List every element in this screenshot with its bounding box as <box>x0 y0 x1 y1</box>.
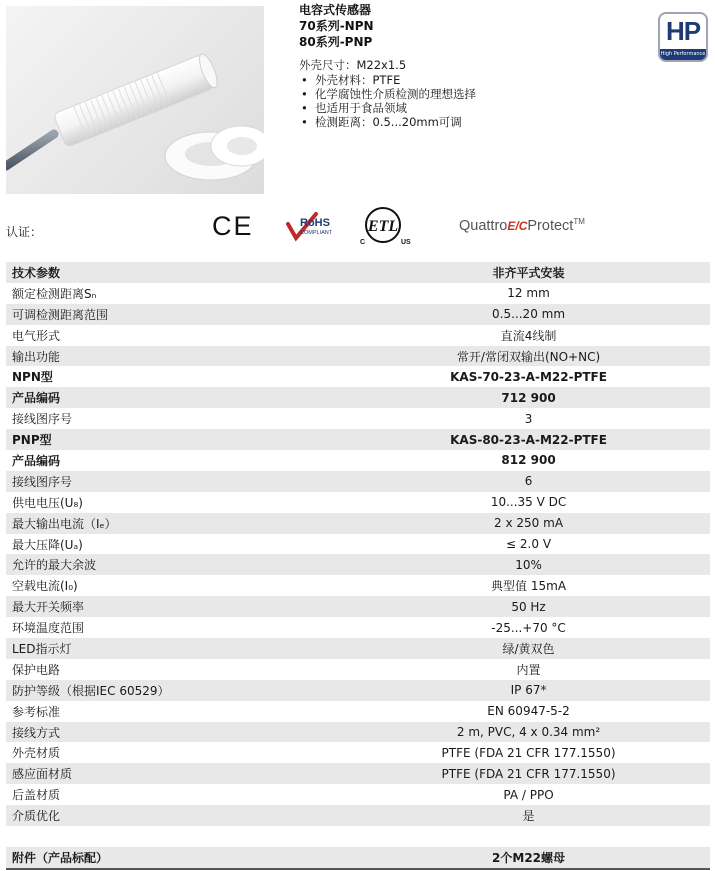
spec-row <box>6 534 710 555</box>
feature-bullet: • 外壳材料：PTFE <box>299 73 476 87</box>
spec-label: 附件（产品标配） <box>6 847 347 869</box>
spec-label: 最大开关频率 <box>6 596 347 617</box>
spec-label: 允许的最大余波 <box>6 554 347 575</box>
spec-row <box>6 554 710 575</box>
spec-row <box>6 366 710 387</box>
feature-bullet: • 也适用于食品领域 <box>299 101 476 115</box>
spec-row <box>6 429 710 450</box>
spec-label: 额定检测距离Sₙ <box>6 283 347 304</box>
spec-row <box>6 492 710 513</box>
spec-value: PA / PPO <box>347 784 710 805</box>
feature-bullet: • 检测距离：0.5...20mm可调 <box>299 115 476 129</box>
quattro-tm-text: TM <box>573 217 585 226</box>
spec-label: 接线方式 <box>6 722 347 743</box>
quattro-protect-logo <box>459 217 585 234</box>
spec-label: 最大压降(Uₐ) <box>6 534 347 555</box>
spec-label: LED指示灯 <box>6 638 347 659</box>
spec-label: 技术参数 <box>6 262 347 283</box>
spec-value: KAS-80-23-A-M22-PTFE <box>347 429 710 450</box>
spec-value: PTFE (FDA 21 CFR 177.1550) <box>347 763 710 784</box>
spec-value: PTFE (FDA 21 CFR 177.1550) <box>347 742 710 763</box>
spec-label: 介质优化 <box>6 805 347 826</box>
etl-us-text: US <box>401 239 411 246</box>
sensor-illustration <box>6 6 264 194</box>
spec-value: 6 <box>347 471 710 492</box>
spec-label: 环境温度范围 <box>6 617 347 638</box>
spec-value <box>347 826 710 847</box>
spec-value: 常开/常闭双输出(NO+NC) <box>347 346 710 367</box>
series-pnp: 80系列-PNP <box>299 35 373 49</box>
nut-rings <box>165 126 264 180</box>
spec-table-body <box>6 262 710 869</box>
quattro-post-text: Protect <box>527 217 574 234</box>
cable-shape <box>6 134 54 166</box>
spec-label <box>6 826 347 847</box>
spec-value: -25...+70 °C <box>347 617 710 638</box>
hp-logo <box>658 12 708 62</box>
spec-value: ≤ 2.0 V <box>347 534 710 555</box>
spec-label: 产品编码 <box>6 450 347 471</box>
feature-bullet: • 化学腐蚀性介质检测的理想选择 <box>299 87 476 101</box>
spec-row <box>6 513 710 534</box>
ce-mark-icon: CE <box>212 211 254 241</box>
spec-row <box>6 805 710 826</box>
spec-label: 输出功能 <box>6 346 347 367</box>
spec-row <box>6 408 710 429</box>
spec-row <box>6 325 710 346</box>
spec-label: NPN型 <box>6 366 347 387</box>
etl-listed-icon <box>356 206 414 246</box>
spec-label: 保护电路 <box>6 659 347 680</box>
housing-size: 外壳尺寸：M22x1.5 <box>299 58 407 72</box>
spec-value: 12 mm <box>347 283 710 304</box>
hp-logo-letters: HP <box>665 16 701 46</box>
spec-value: 0.5...20 mm <box>347 304 710 325</box>
feature-list <box>299 58 476 129</box>
spec-value: 2个M22螺母 <box>347 847 710 869</box>
spec-value: 712 900 <box>347 387 710 408</box>
spec-row <box>6 847 710 869</box>
spec-label: 产品编码 <box>6 387 347 408</box>
spec-row <box>6 596 710 617</box>
spec-value: 非齐平式安装 <box>347 262 710 283</box>
spec-row <box>6 346 710 367</box>
hp-logo-tagline: High Performance <box>660 49 706 60</box>
spec-row <box>6 701 710 722</box>
certification-label: 认证： <box>6 225 43 239</box>
quattro-pre-text: Quattro <box>459 217 508 234</box>
product-title: 电容式传感器 <box>299 3 372 17</box>
etl-letters: ETL <box>367 218 399 235</box>
spec-row <box>6 575 710 596</box>
spec-row <box>6 659 710 680</box>
spec-row <box>6 617 710 638</box>
spec-label: 电气形式 <box>6 325 347 346</box>
spec-row <box>6 763 710 784</box>
spec-value: 812 900 <box>347 450 710 471</box>
rohs-main-text: RoHS <box>300 217 330 229</box>
spec-label: 防护等级（根据IEC 60529） <box>6 680 347 701</box>
spec-value: 内置 <box>347 659 710 680</box>
spec-row <box>6 262 710 283</box>
spec-label: 可调检测距离范围 <box>6 304 347 325</box>
spec-table <box>6 262 710 870</box>
spec-row <box>6 450 710 471</box>
spec-value: 10...35 V DC <box>347 492 710 513</box>
spec-row <box>6 387 710 408</box>
spec-value: 3 <box>347 408 710 429</box>
spec-value: 是 <box>347 805 710 826</box>
spec-row <box>6 784 710 805</box>
spec-label: 参考标准 <box>6 701 347 722</box>
spec-value: 2 x 250 mA <box>347 513 710 534</box>
spec-value: EN 60947-5-2 <box>347 701 710 722</box>
spec-label: 供电电压(U₈) <box>6 492 347 513</box>
spec-row <box>6 826 710 847</box>
spec-row <box>6 680 710 701</box>
quattro-ec-text: E/C <box>507 218 528 233</box>
rohs-compliant-icon <box>286 212 342 242</box>
spec-value: 2 m, PVC, 4 x 0.34 mm² <box>347 722 710 743</box>
spec-value: 绿/黄双色 <box>347 638 710 659</box>
spec-label: 空载电流(I₀) <box>6 575 347 596</box>
spec-label: PNP型 <box>6 429 347 450</box>
spec-value: KAS-70-23-A-M22-PTFE <box>347 366 710 387</box>
title-block <box>299 2 374 50</box>
spec-value: 直流4线制 <box>347 325 710 346</box>
spec-label: 感应面材质 <box>6 763 347 784</box>
spec-row <box>6 304 710 325</box>
spec-value: IP 67* <box>347 680 710 701</box>
product-photo <box>6 6 264 194</box>
spec-row <box>6 638 710 659</box>
spec-row <box>6 283 710 304</box>
spec-value: 10% <box>347 554 710 575</box>
spec-label: 最大输出电流（Iₑ） <box>6 513 347 534</box>
spec-value: 50 Hz <box>347 596 710 617</box>
spec-row <box>6 471 710 492</box>
spec-value: 典型值 15mA <box>347 575 710 596</box>
spec-label: 外壳材质 <box>6 742 347 763</box>
rohs-sub-text: COMPLIANT <box>300 230 333 236</box>
spec-label: 接线图序号 <box>6 408 347 429</box>
spec-label: 接线图序号 <box>6 471 347 492</box>
spec-row <box>6 722 710 743</box>
etl-c-text: C <box>360 239 366 246</box>
spec-label: 后盖材质 <box>6 784 347 805</box>
spec-row <box>6 742 710 763</box>
series-npn: 70系列-NPN <box>299 19 374 33</box>
